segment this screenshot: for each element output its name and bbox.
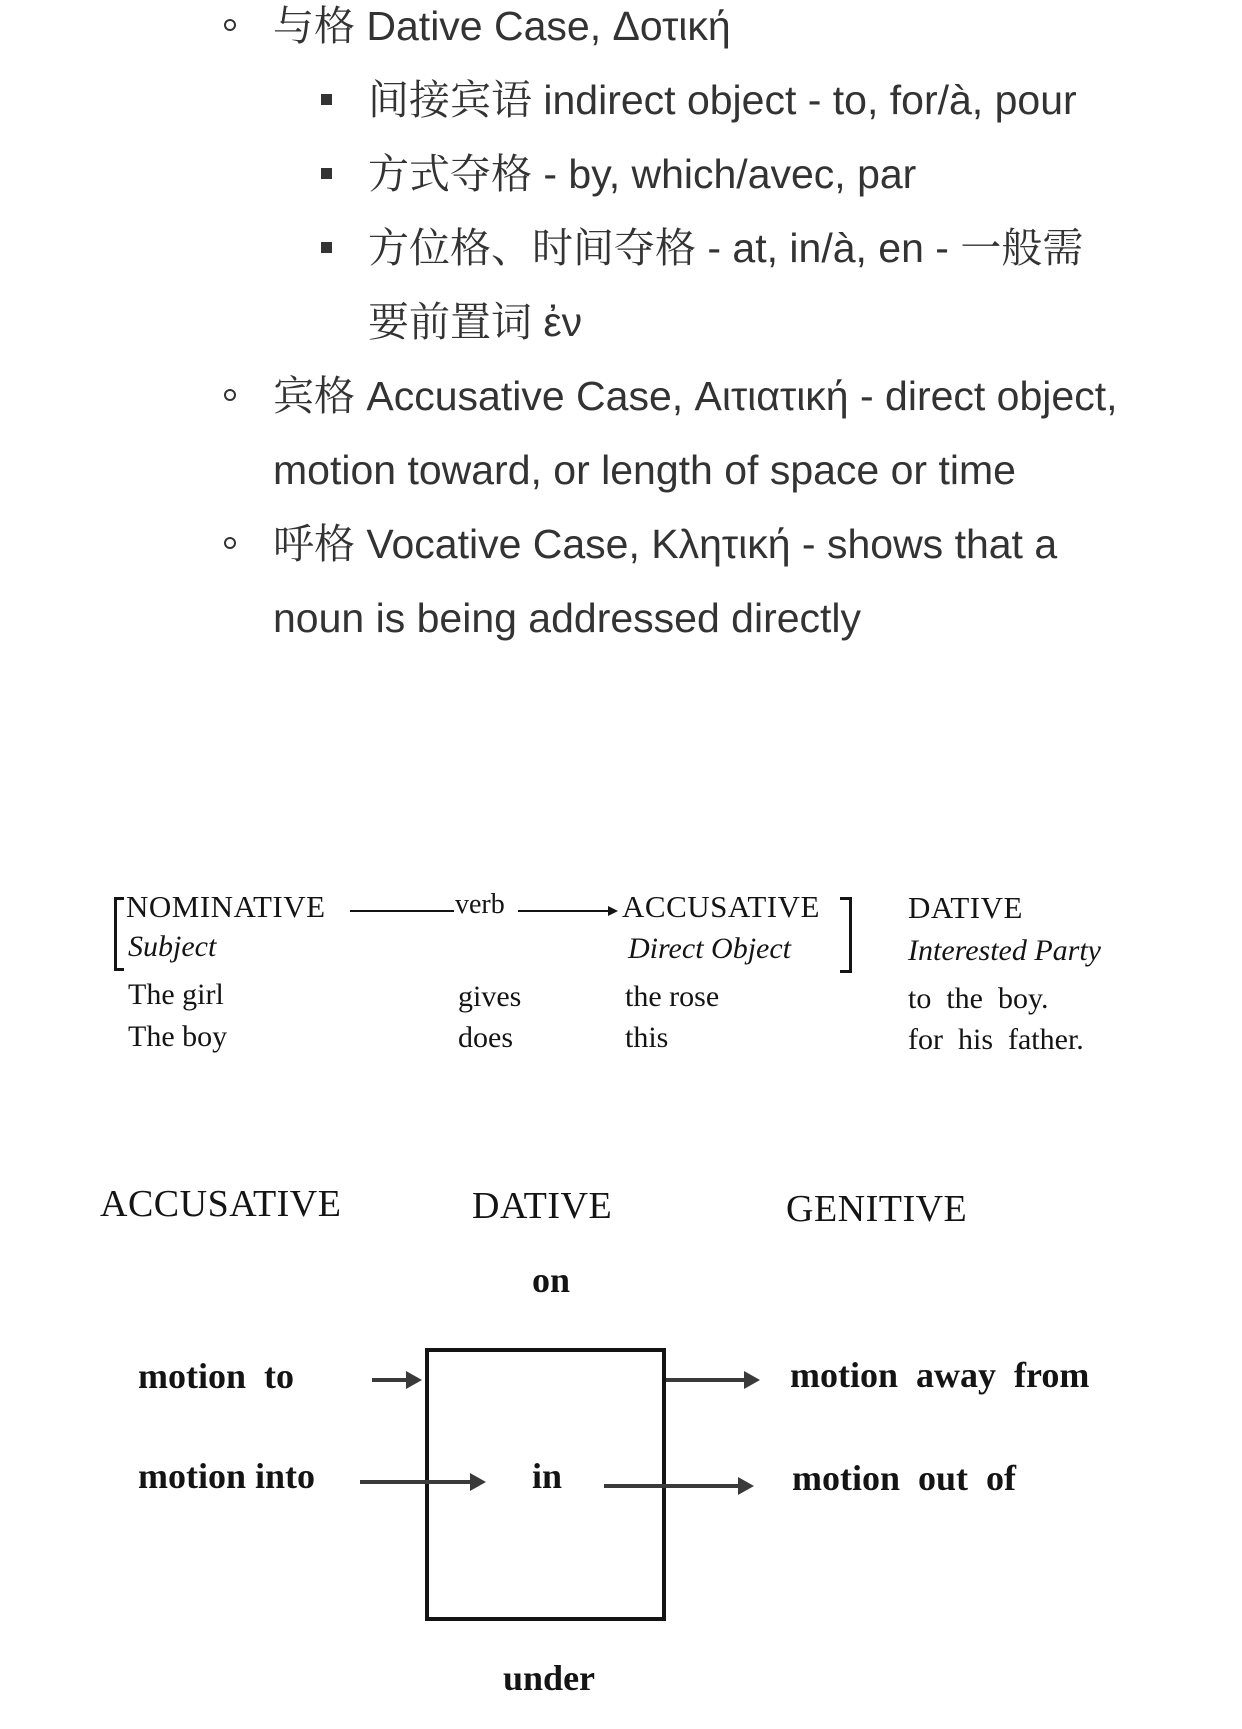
list-item-vocative	[273, 507, 1093, 655]
accusative-case-label: 宾格 Accusative Case, Αιτιατική - direct object, motion toward, or length of space or time	[273, 373, 1118, 493]
example-verb: does	[458, 1021, 513, 1054]
list-item-instrumental-ablative	[368, 137, 1120, 211]
example-subject: The girl	[128, 978, 224, 1011]
accusative-column-heading: ACCUSATIVE	[100, 1183, 342, 1225]
circle-bullet-icon	[224, 537, 236, 549]
verb-label: verb	[455, 889, 505, 920]
circle-bullet-icon	[224, 19, 236, 31]
example-dative: to the boy.	[908, 982, 1049, 1015]
list-item-indirect-object	[368, 63, 1078, 137]
arrow-right-icon	[608, 906, 618, 916]
under-label: under	[503, 1658, 596, 1698]
nominative-heading: NOMINATIVE	[126, 889, 326, 924]
dative-column-heading: DATIVE	[472, 1185, 613, 1227]
dative-sub-list	[0, 63, 1242, 359]
case-notes-list	[0, 0, 1242, 655]
example-object: this	[625, 1021, 669, 1054]
arrow-right-icon	[604, 1484, 740, 1488]
square-bullet-icon	[321, 242, 332, 253]
list-item-accusative	[273, 359, 1133, 507]
dative-case-label: 与格 Dative Case, Δοτική	[273, 3, 731, 49]
motion-away-from-label: motion away from	[790, 1355, 1090, 1395]
subject-label: Subject	[128, 930, 217, 963]
instrumental-ablative-label: 方式夺格 - by, which/avec, par	[368, 151, 917, 197]
locative-temporal-label: 方位格、时间夺格 - at, in/à, en - 一般需要前置词 ἐν	[368, 225, 1084, 345]
genitive-column-heading: GENITIVE	[786, 1188, 968, 1230]
indirect-object-label: 间接宾语 indirect object - to, for/à, pour	[368, 77, 1077, 123]
dative-heading: DATIVE	[908, 890, 1023, 925]
square-bullet-icon	[321, 168, 332, 179]
right-bracket	[840, 897, 852, 973]
motion-to-label: motion to	[138, 1356, 294, 1396]
motion-into-label: motion into	[138, 1456, 316, 1496]
circle-bullet-icon	[224, 389, 236, 401]
in-label: in	[532, 1456, 563, 1496]
accusative-heading: ACCUSATIVE	[622, 889, 820, 924]
vocative-case-label: 呼格 Vocative Case, Κλητική - shows that a noun is being addressed directly	[273, 521, 1058, 641]
direct-object-label: Direct Object	[628, 932, 791, 965]
arrow-right-icon	[372, 1378, 408, 1382]
connector-line	[350, 910, 454, 912]
square-bullet-icon	[321, 94, 332, 105]
example-object: the rose	[625, 980, 720, 1013]
arrow-right-icon	[360, 1480, 472, 1484]
arrow-right-icon	[666, 1378, 746, 1382]
list-item-locative-temporal	[368, 211, 1108, 359]
example-verb: gives	[458, 980, 522, 1013]
example-dative: for his father.	[908, 1023, 1084, 1056]
list-item-dative	[273, 0, 1123, 63]
example-subject: The boy	[128, 1020, 228, 1053]
interested-party-label: Interested Party	[908, 934, 1101, 967]
left-bracket	[114, 897, 124, 971]
connector-arrow-line	[518, 910, 610, 912]
on-label: on	[532, 1260, 571, 1300]
motion-out-of-label: motion out of	[792, 1458, 1016, 1498]
